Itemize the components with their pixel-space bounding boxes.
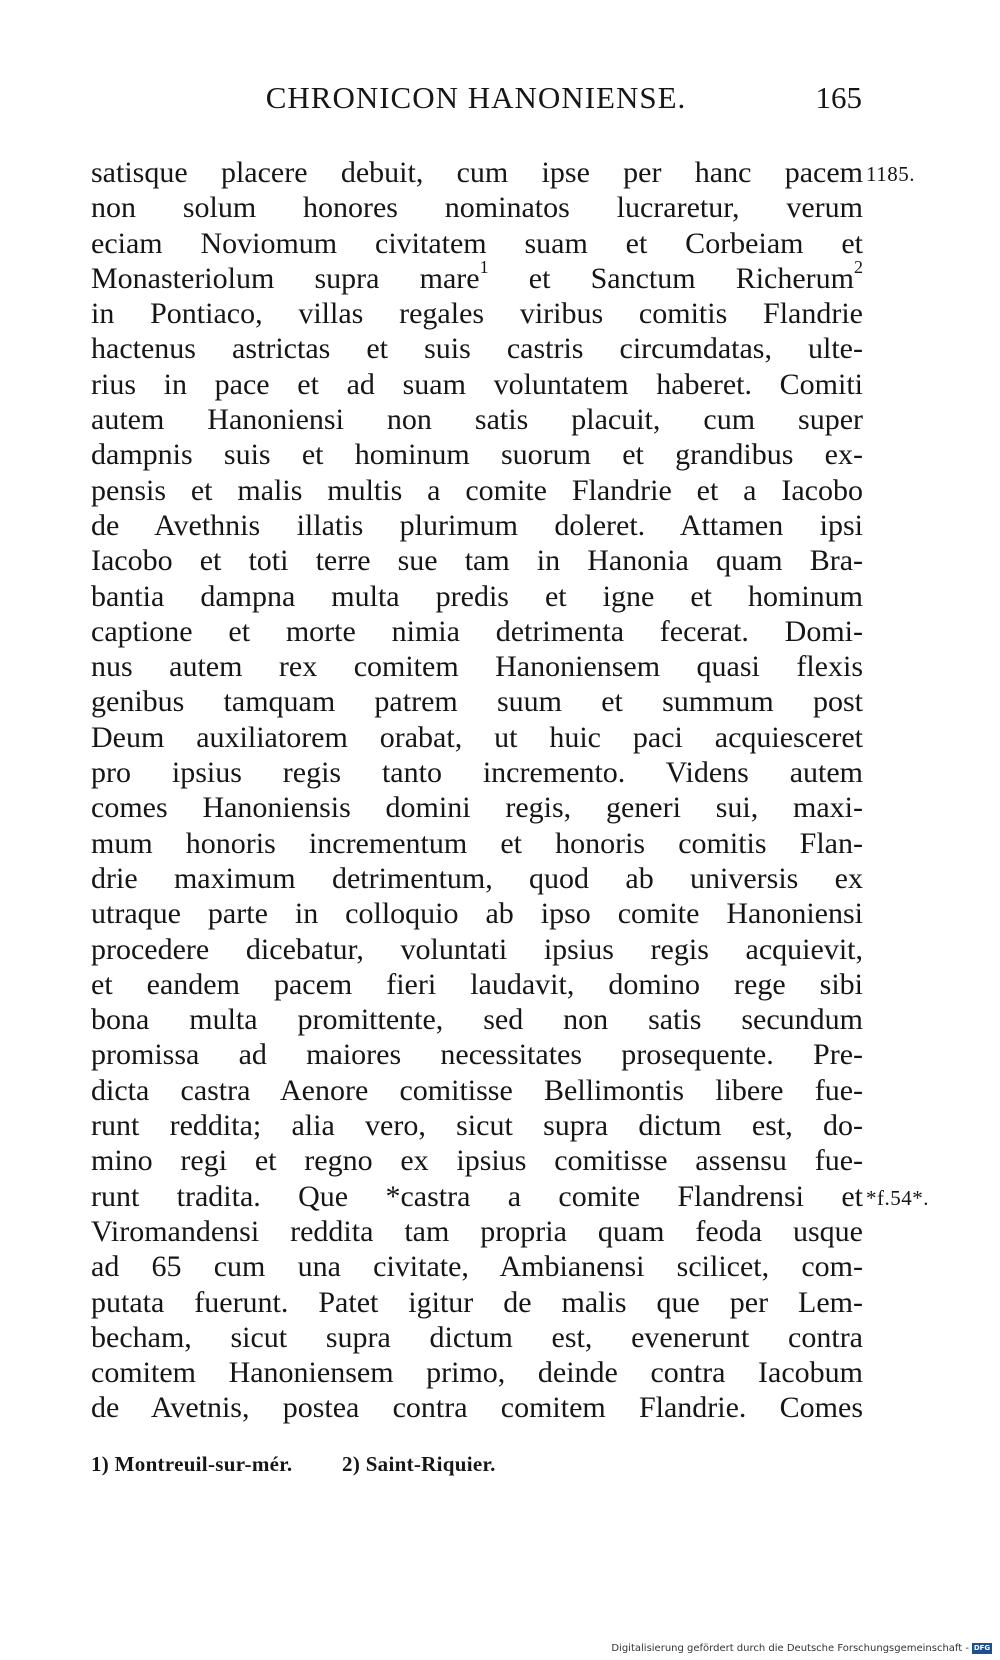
text-line: utraque parte in colloquio ab ipso comite Hanoniensi: [91, 897, 863, 931]
text-line: comitem Hanoniensem primo, deinde contra Iacobum: [91, 1356, 863, 1390]
running-head: [90, 80, 862, 120]
text-line: pensis et malis multis a comite Flandrie et a Iacobo: [91, 473, 863, 507]
text-line-with-footnote-refs: [91, 256, 864, 296]
text-line: promissa ad maiores necessitates prosequente. Pre-: [91, 1038, 863, 1072]
text-line: genibus tamquam patrem suum et summum post: [91, 685, 863, 719]
text-line: de Avetnis, postea contra comitem Flandrie. Comes: [91, 1391, 863, 1425]
text-line: runt tradita. Que *castra a comite Flandrensi et: [91, 1179, 863, 1213]
text-line: rius in pace et ad suam voluntatem haberet. Comiti: [91, 367, 863, 401]
text-line: Viromandensi reddita tam propria quam feoda usque: [91, 1214, 863, 1248]
text-line: et eandem pacem fieri laudavit, domino rege sibi: [91, 967, 863, 1001]
text-line: procedere dicebatur, voluntati ipsius regis acquievit,: [91, 932, 863, 966]
footnote-ref-2: 2: [854, 256, 864, 277]
margin-note-year: 1185.: [866, 162, 915, 186]
footnotes: [91, 1452, 863, 1477]
footnote-ref-1: 1: [479, 256, 489, 277]
text-line: nus autem rex comitem Hanoniensem quasi flexis: [91, 650, 863, 684]
text-line: mino regi et regno ex ipsius comitisse assensu fue-: [91, 1144, 863, 1178]
margin-note-folio: *f.54*.: [866, 1186, 929, 1210]
text-line: de Avethnis illatis plurimum doleret. Attamen ipsi: [91, 508, 863, 542]
text-line: drie maximum detrimentum, quod ab universis ex: [91, 861, 863, 895]
text-line: dicta castra Aenore comitisse Bellimontis libere fue-: [91, 1073, 863, 1107]
text-line: hactenus astrictas et suis castris circumdatas, ulte-: [91, 332, 863, 366]
text-line: becham, sicut supra dictum est, evenerunt contra: [91, 1320, 863, 1354]
text-line: mum honoris incrementum et honoris comitis Flan-: [91, 826, 863, 860]
digitization-credit: [611, 1643, 992, 1654]
text-line: non solum honores nominatos lucraretur, verum: [91, 191, 863, 225]
dfg-logo: DFG: [973, 1644, 991, 1652]
text-line: comes Hanoniensis domini regis, generi sui, maxi-: [91, 791, 863, 825]
text-line: runt reddita; alia vero, sicut supra dictum est, do-: [91, 1109, 863, 1143]
text-line: pro ipsius regis tanto incremento. Videns autem: [91, 756, 863, 790]
running-title: CHRONICON HANONIENSE.: [265, 80, 687, 115]
credit-text: Digitalisierung gefördert durch die Deutsche Forschungsgemeinschaft -: [611, 1643, 969, 1654]
text-line: captione et morte nimia detrimenta fecerat. Domi-: [91, 614, 863, 648]
text-line: Iacobo et toti terre sue tam in Hanonia quam Bra-: [91, 544, 863, 578]
page-number: 165: [815, 80, 862, 115]
text-line-segment: et Sanctum Richerum: [528, 261, 855, 295]
body-text: [91, 155, 863, 1426]
text-line: dampnis suis et hominum suorum et grandibus ex-: [91, 438, 863, 472]
text-line: in Pontiaco, villas regales viribus comitis Flandrie: [91, 297, 863, 331]
footnote-2: 2) Saint-Riquier.: [342, 1452, 496, 1476]
text-line: eciam Noviomum civitatem suam et Corbeiam et: [91, 226, 863, 260]
text-line: ad 65 cum una civitate, Ambianensi scilicet, com-: [91, 1250, 863, 1284]
footnote-1: 1) Montreuil-sur-mér.: [91, 1452, 293, 1476]
text-line-segment: Monasteriolum supra mare: [91, 261, 480, 295]
text-line: bantia dampna multa predis et igne et hominum: [91, 579, 863, 613]
text-line: bona multa promittente, sed non satis secundum: [91, 1003, 863, 1037]
text-line: putata fuerunt. Patet igitur de malis que per Lem-: [91, 1285, 863, 1319]
text-line: Deum auxiliatorem orabat, ut huic paci acquiesceret: [91, 720, 863, 754]
text-line: satisque placere debuit, cum ipse per hanc pacem: [91, 156, 863, 189]
text-line: autem Hanoniensi non satis placuit, cum super: [91, 403, 863, 437]
